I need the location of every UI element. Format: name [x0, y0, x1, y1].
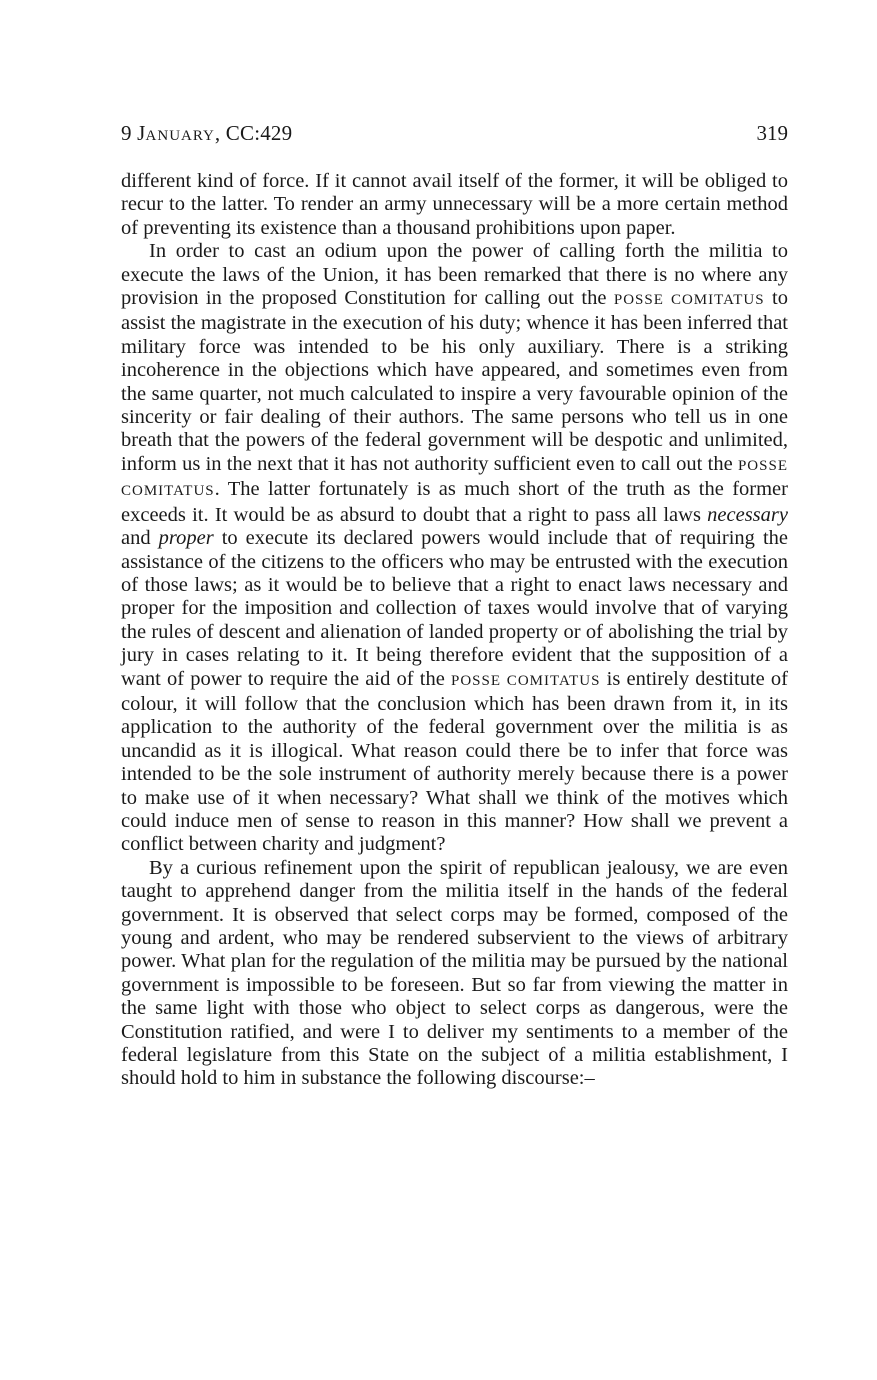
text-run: By a curious refinement upon the spirit of republican jealousy, we are even taught to apprehend danger from the militia itself in the hands of the federal government. It is observed that select corps may be formed, composed of the young and ardent, who may be rendered subservient to the views of arbitrary power. What plan for the regulation of the militia may be pursued by the national government is impossible to be foreseen. But so far from viewing the matter in the same light with those who object to select corps as dangerous, were the Constitution ratified, and were I to deliver my sentiments to a member of the federal legislature from this State on the subject of a militia establishment, I should hold to him in substance the following discourse:– — [121, 856, 788, 1090]
running-header — [121, 121, 788, 153]
text-run: to execute its declared powers would include that of requiring the assistance of the citizens to the officers who may be entrusted with the execution of those laws; as it would be to believe that a right to enact laws necessary and proper for the imposition and collection of taxes would involve that of varying the rules of descent and alienation of landed property or of abolishing the trial by jury in cases relating to it. It being therefore evident that the supposition of a want of power to require the aid of the — [121, 527, 788, 690]
body-text — [121, 170, 788, 1091]
small-caps-term: POSSE COMITATUS — [121, 457, 788, 500]
small-caps-term: POSSE COMITATUS — [613, 292, 765, 309]
text-run: different kind of force. If it cannot avail itself of the former, it will be obliged to recur to the latter. To render an army unnecessary will be a more certain method of preventing its existence than a thousand prohibitions upon paper. — [121, 170, 788, 239]
italic-term: necessary — [707, 503, 788, 526]
text-run: to assist the magistrate in the execution of his duty; whence it has been inferred that military force was intended to be his only auxiliary. There is a striking incoherence in the objections which have appeared, and sometimes even from the same quarter, not much calculated to inspire a very favourable opinion of the sincerity or fair dealing of their authors. The same persons who tell us in one breath that the powers of the federal government will be despotic and unlimited, inform us in the next that it has not authority sufficient even to call out the — [121, 287, 788, 475]
paragraph — [121, 240, 788, 857]
header-date-citation: 9 JANUARY, CC:429 — [121, 121, 293, 145]
small-caps-term: POSSE COMITATUS — [450, 672, 601, 689]
page-number: 319 — [756, 121, 788, 145]
italic-term: proper — [158, 527, 214, 550]
paragraph — [121, 170, 788, 240]
text-run: . The latter fortunately is as much short of the truth as the former exceeds it. It would be as absurd to doubt that a right to pass all laws — [121, 478, 788, 526]
text-run: and — [121, 527, 159, 550]
text-run: In order to cast an odium upon the power of calling forth the militia to execute the laws of the Union, it has been remarked that there is no where any provision in the proposed Constitution for calling out the — [121, 240, 788, 310]
text-run: is entirely destitute of colour, it will follow that the conclusion which has been drawn from it, in its application to the authority of the federal government over the militia is as uncandid as it is illogical. What reason could there be to infer that force was intended to be the sole instrument of authority merely because there is a power to make use of it when necessary? What shall we think of the motives which could induce men of sense to reason in this manner? How shall we prevent a conflict between charity and judgment? — [121, 667, 788, 856]
paragraph — [121, 857, 788, 1091]
